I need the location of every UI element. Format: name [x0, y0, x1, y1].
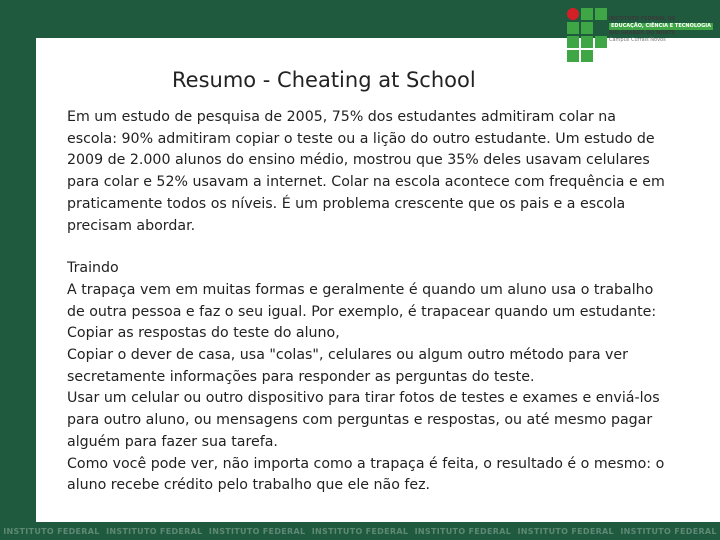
footer-label: INSTITUTO FEDERAL — [208, 526, 306, 536]
footer-label: INSTITUTO FEDERAL — [311, 526, 409, 536]
logo-line-1: INSTITUTO FEDERAL DE — [609, 16, 676, 22]
footer-watermark — [0, 522, 720, 540]
slide-body — [67, 107, 667, 497]
institution-logo — [565, 6, 715, 66]
logo-line-2: EDUCAÇÃO, CIÊNCIA E TECNOLOGIA — [611, 23, 711, 29]
body-line: A trapaça vem em muitas formas e geralmente é quando um aluno usa o trabalho de outra pessoa e faz o seu igual. Por exemplo, é trapacear quando um estudante: — [67, 281, 657, 320]
logo-grid-icon — [565, 6, 609, 62]
intro-paragraph: Em um estudo de pesquisa de 2005, 75% dos estudantes admitiram colar na escola: 90% admitiram copiar o teste ou a lição do outro estudante. Um estudo de 2009 de 2.000 alunos do ensino médio, mostrou que 35% deles usavam celulares para colar e 52% usavam a internet. Colar na escola acontece com frequência e em praticamente todos os níveis. É um problema crescente que os pais e a escola precisam abordar. — [67, 109, 665, 234]
logo-line-3: RIO GRANDE DO NORTE — [609, 30, 676, 36]
slide-title: Resumo - Cheating at School — [172, 68, 476, 92]
logo-text — [609, 16, 715, 44]
body-line: Usar um celular ou outro dispositivo para tirar fotos de testes e exames e enviá-los para outro aluno, ou mensagens com perguntas e respostas, ou até mesmo pagar alguém para fazer sua tarefa. — [67, 390, 660, 450]
body-line: Copiar as respostas do teste do aluno, — [67, 325, 340, 342]
footer-label: INSTITUTO FEDERAL — [620, 526, 717, 536]
body-line: Traindo — [67, 260, 119, 277]
body-line: Como você pode ver, não importa como a trapaça é feita, o resultado é o mesmo: o aluno recebe crédito pelo trabalho que ele não fez. — [67, 455, 665, 494]
logo-line-4: Campus Currais Novos — [609, 37, 666, 43]
body-line: Copiar o dever de casa, usa "colas", celulares ou algum outro método para ver secretamente informações para responder as perguntas do teste. — [67, 347, 628, 385]
footer-label: INSTITUTO FEDERAL — [106, 526, 203, 536]
footer-label: INSTITUTO FEDERAL — [414, 526, 512, 536]
footer-label: INSTITUTO FEDERAL — [517, 526, 614, 536]
footer-label: INSTITUTO FEDERAL — [3, 526, 100, 536]
